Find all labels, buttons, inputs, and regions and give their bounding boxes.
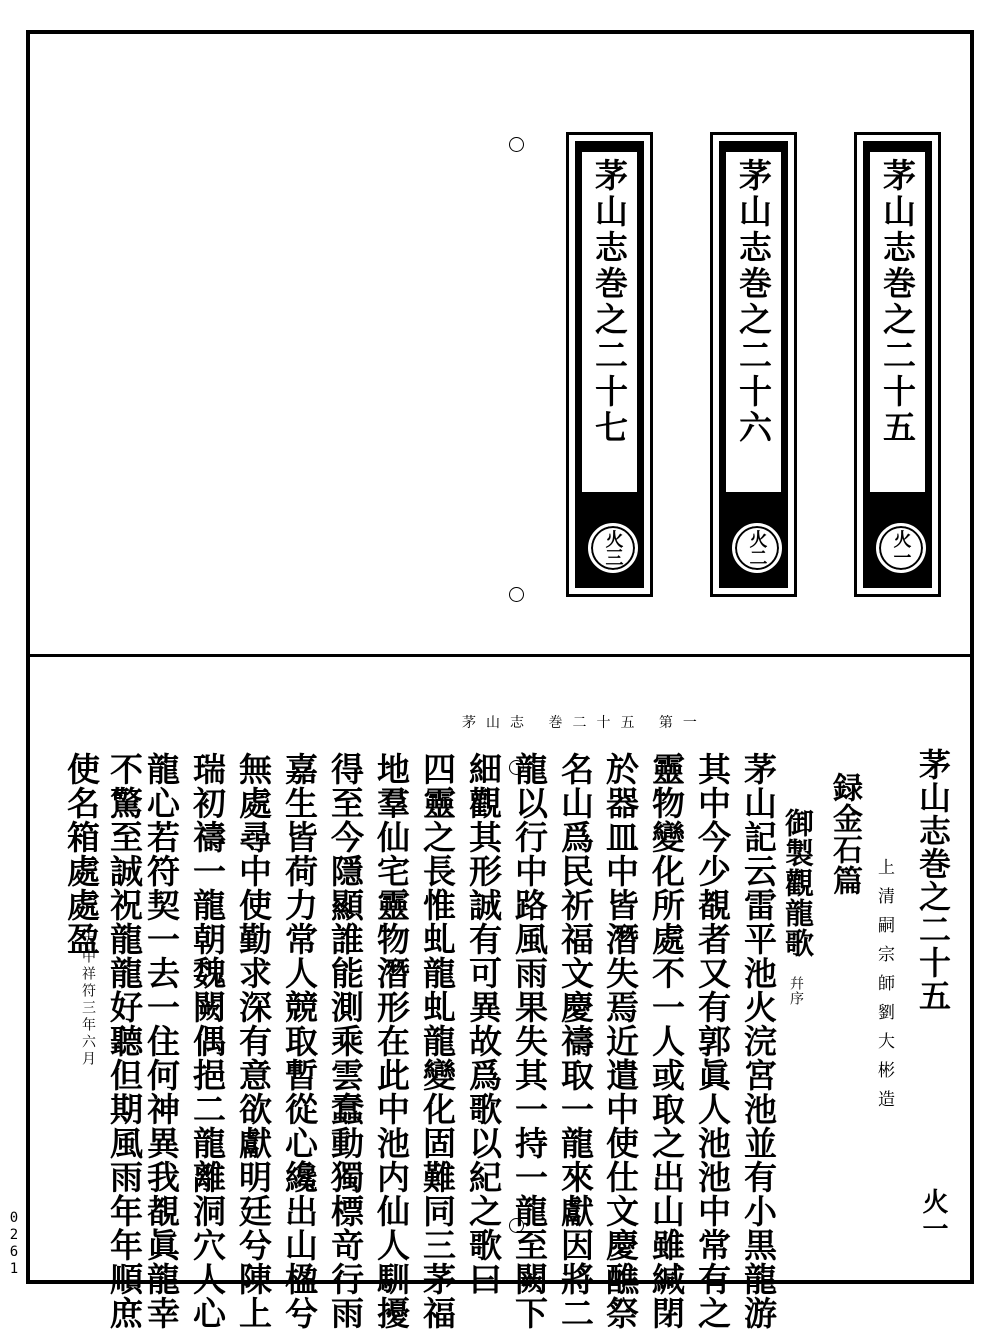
text-column-1: 茅山記云雷平池火浣宮池並有小黒龍游	[739, 752, 778, 1330]
text-column-14: 龍心若符契一去一住何神異我覩眞龍幸	[142, 752, 181, 1330]
text-column-7: 細觀其形誠有可異故爲歌以紀之歌曰	[464, 752, 503, 1296]
spine-title: 茅山志巻之二十五	[878, 158, 917, 446]
volume-spine-25	[854, 132, 941, 597]
text-column-12: 無處尋中使勤求深有意欲獻明廷兮陳上	[234, 752, 273, 1330]
volume-title: 茅山志巻之二十五	[914, 748, 952, 1012]
volume-spine-26	[710, 132, 797, 597]
spine-title: 茅山志巻之二十七	[590, 158, 629, 446]
text-column-11: 嘉生皆荷力常人競取暫從心纔出山楹兮	[280, 752, 319, 1330]
spine-seal: 火一	[876, 523, 926, 573]
text-column-2: 其中今少覩者又有郭眞人池池中常有之	[693, 752, 732, 1330]
text-column-4: 於器皿中皆潛失焉近遣中使仕文慶醮祭	[601, 752, 640, 1330]
text-column-5: 名山爲民祈福文慶禱取一龍來獻因將二	[556, 752, 595, 1330]
section-heading: 録金石篇	[827, 772, 862, 896]
text-column-6: 龍以行中路風雨果失其一持一龍至闕下	[510, 752, 549, 1330]
piece-note: 幷序	[788, 976, 804, 1006]
running-head: 茅山志 巻二十五 第一	[462, 715, 707, 731]
text-column-16: 使名箱處處盈	[62, 752, 101, 956]
spine-seal: 火二	[732, 523, 782, 573]
fold-divider	[30, 654, 970, 657]
text-column-3: 靈物變化所處不一人或取之出山雖緘閉	[647, 752, 686, 1330]
text-column-8: 四靈之長惟虬龍虬龍變化固難同三茅福	[418, 752, 457, 1330]
date-note: 大中祥符三年六月	[80, 932, 96, 1068]
text-column-13: 瑞初禱一龍朝魏闕偶挹二龍離洞穴人心	[188, 752, 227, 1330]
author-line: 上清嗣宗師劉大彬造	[874, 858, 894, 1119]
binding-hole-top-icon	[509, 137, 524, 152]
spine-seal: 火三	[588, 523, 638, 573]
spine-title: 茅山志巻之二十六	[734, 158, 773, 446]
folio-id: 0261	[6, 1210, 22, 1278]
text-column-10: 得至今隱顯誰能測乘雲蠢動獨標竒行雨	[326, 752, 365, 1330]
volume-spine-27	[566, 132, 653, 597]
text-column-15: 不驚至誠祝龍龍好聽但期風雨年年順庶	[105, 752, 144, 1330]
binding-hole-bottom-icon	[509, 587, 524, 602]
leaf-mark: 火一	[918, 1188, 948, 1242]
text-column-9: 地羣仙宅靈物潛形在此中池内仙人馴擾	[372, 752, 411, 1330]
piece-title: 御製觀龍歌	[781, 808, 815, 958]
